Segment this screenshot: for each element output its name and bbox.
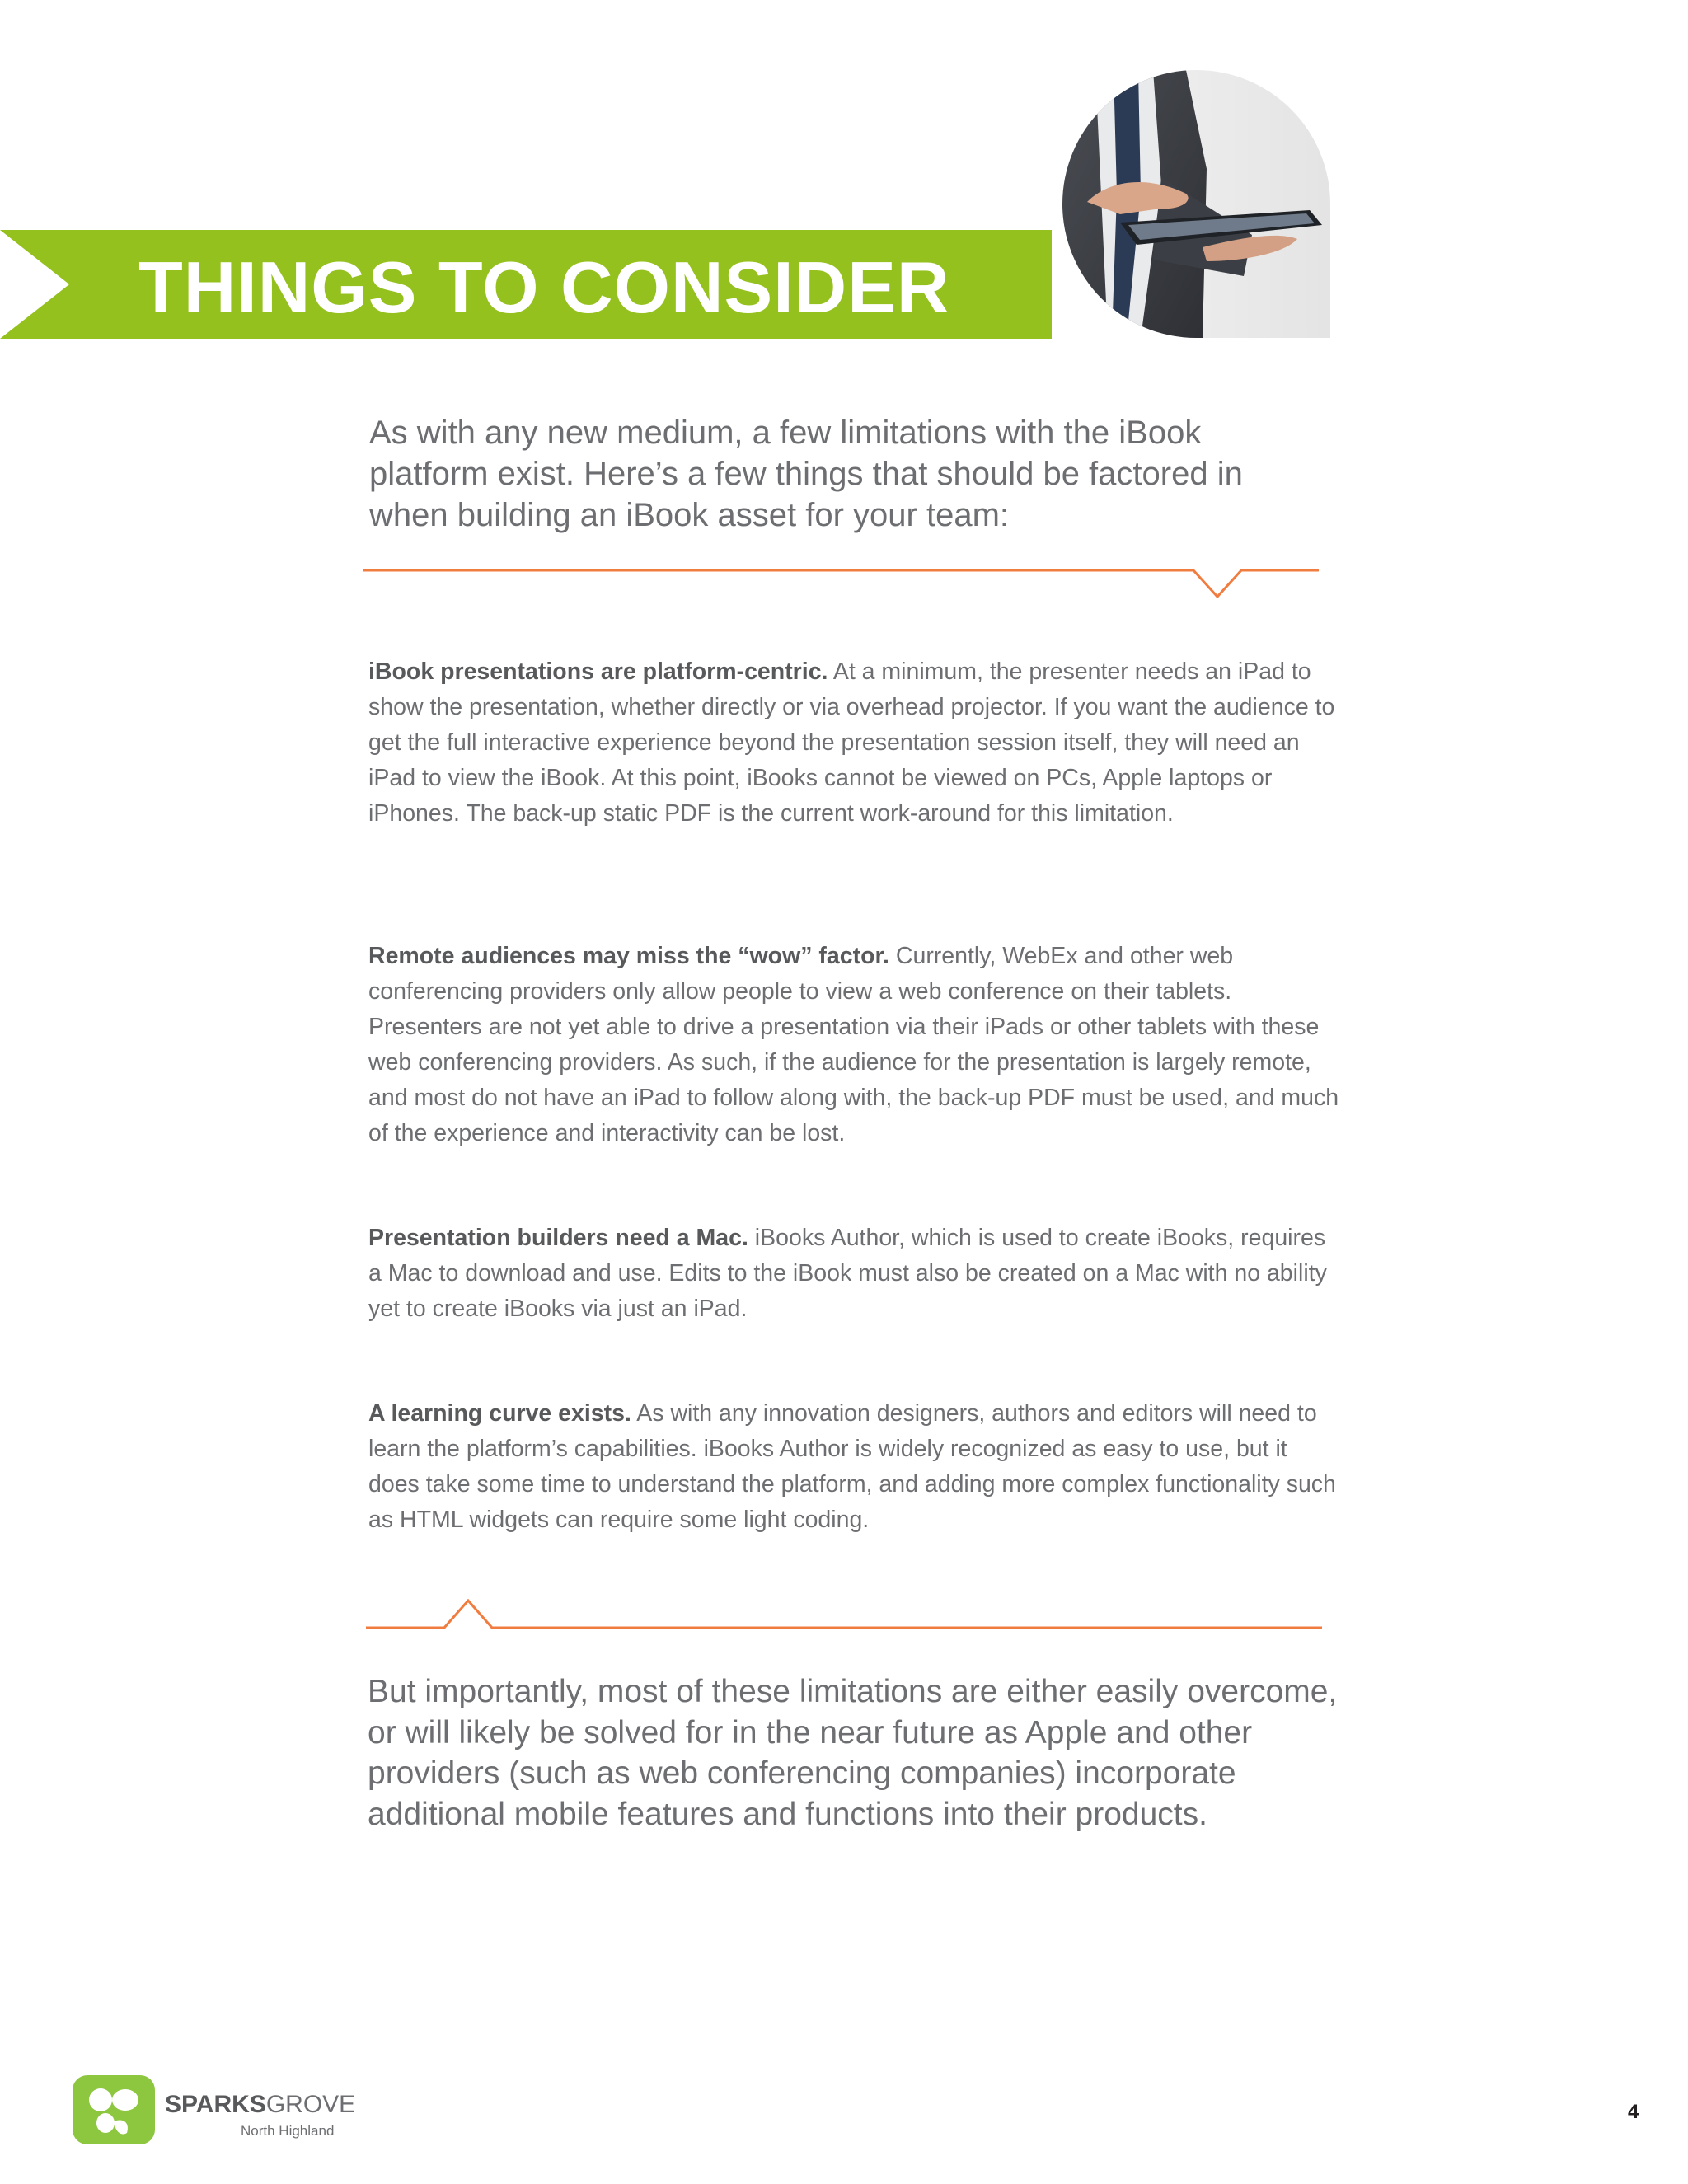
page-title: THINGS TO CONSIDER <box>138 246 950 328</box>
person-with-tablet-image <box>1062 70 1330 338</box>
closing-paragraph: But importantly, most of these limitations are either easily overcome, or will likely be solved for in the near future as Apple and other providers (such as web conferencing companies) incorporate additional mobile features and functions into their products. <box>368 1674 1338 1832</box>
section-body: At a minimum, the presenter needs an iPad to show the presentation, whether directly or via overhead projector. If you want the audience to get the full interactive experience beyond the presentation session itself, they will need an iPad to view the iBook. At this point, iBooks cannot be viewed on PCs, Apple laptops or iPhones. The back-up static PDF is the current work-around for this limitation. <box>368 658 1335 827</box>
section-lead: iBook presentations are platform-centric. <box>368 658 828 685</box>
section-mac-required <box>368 1221 1341 1327</box>
sparksgrove-leaf-icon <box>73 2075 155 2144</box>
section-platform-centric <box>368 654 1341 832</box>
section-lead: Remote audiences may miss the “wow” factor. <box>368 943 889 969</box>
plus-icon <box>12 270 40 299</box>
bottom-divider <box>366 1591 1322 1632</box>
sparksgrove-logo <box>73 2075 356 2144</box>
logo-subtitle: North Highland <box>241 2123 335 2139</box>
section-body: iBooks Author, which is used to create iBooks, requires a Mac to download and use. Edits to the iBook must also be created on a Mac with no ability yet to create iBooks via just an iPad. <box>368 1225 1327 1322</box>
section-lead: Presentation builders need a Mac. <box>368 1225 748 1251</box>
section-remote-audiences <box>368 939 1341 1151</box>
section-body: As with any innovation designers, authors and editors will need to learn the platform’s capabilities. iBooks Author is widely recognized as easy to use, but it does take some time to understand the platform, and adding more complex functionality such as HTML widgets can require some light coding. <box>368 1400 1336 1533</box>
section-lead: A learning curve exists. <box>368 1400 631 1427</box>
section-learning-curve <box>368 1396 1341 1538</box>
top-divider <box>363 560 1319 610</box>
section-banner <box>0 230 1052 339</box>
logo-wordmark: SPARKSGROVE <box>165 2091 356 2118</box>
tablet-photo <box>1062 70 1330 338</box>
page-number: 4 <box>1628 2101 1639 2123</box>
intro-paragraph: As with any new medium, a few limitations with the iBook platform exist. Here’s a few things that should be factored in when building an iBook asset for your team: <box>369 415 1243 533</box>
section-body: Currently, WebEx and other web conferencing providers only allow people to view a web conference on their tablets. Presenters are not yet able to drive a presentation via their iPads or other tablets with these web conferencing providers. As such, if the audience for the presentation is largely remote, and most do not have an iPad to follow along with, the back-up PDF must be used, and much of the experience and interactivity can be lost. <box>368 943 1339 1146</box>
